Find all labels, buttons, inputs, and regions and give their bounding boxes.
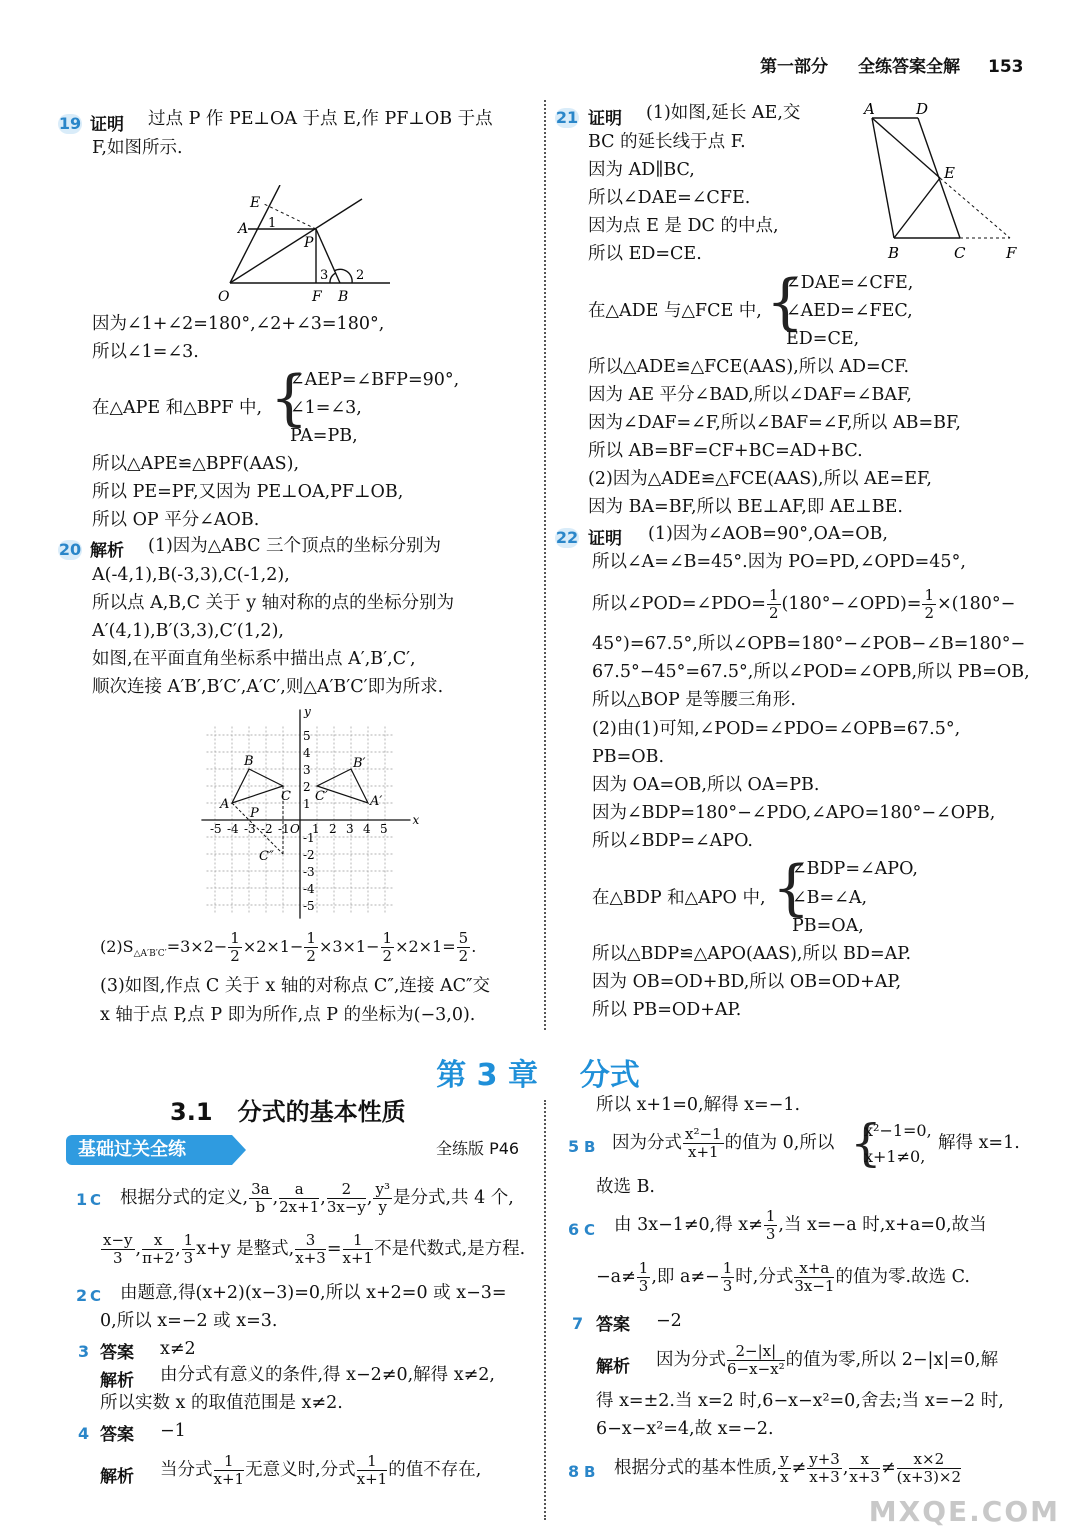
- x-tick-label: -5: [210, 822, 222, 836]
- a7-answer-tag: 答案: [596, 1315, 630, 1335]
- fig21-label-B: B: [888, 244, 900, 262]
- q21-line-10: 所以 AB=BF=CF+BC=AD+BC.: [588, 441, 863, 461]
- q21-line-5: 因为点 E 是 DC 的中点,: [588, 216, 779, 236]
- header-title: 全练答案全解: [858, 57, 960, 77]
- y-axis-label: y: [304, 704, 311, 719]
- answer-number-6: 6: [568, 1220, 580, 1239]
- question-number-22: 22: [555, 528, 579, 547]
- q22-line-2: 所以∠A=∠B=45°.因为 PO=PD,∠OPD=45°,: [592, 552, 966, 572]
- q22-sys-3: PB=OA,: [792, 916, 864, 936]
- a3-answer: x≠2: [160, 1339, 196, 1359]
- q22-sys-1: ∠BDP=∠APO,: [792, 859, 918, 879]
- fig21-label-F: F: [1006, 244, 1017, 262]
- y-tick-label: -5: [303, 899, 315, 913]
- fig19-label-O: O: [218, 289, 230, 305]
- question-number-21: 21: [555, 108, 579, 127]
- x-tick-label: -4: [227, 822, 239, 836]
- question-number-19: 19: [58, 114, 82, 133]
- q20-tag: 解析: [90, 541, 124, 561]
- q21-sys-3: ED=CE,: [786, 329, 860, 349]
- q19-line-7: 所以 OP 平分∠AOB.: [92, 510, 260, 530]
- q19-line-5: 所以△APE≌△BPF(AAS),: [92, 454, 300, 474]
- a4-line-1: 当分式 $\frac{1}{x+1}$ 无意义时,分式 $\frac{1}{x+1}$ 的值不存在,: [160, 1452, 482, 1488]
- q21-system-prefix: 在△ADE 与△FCE 中,: [588, 301, 762, 321]
- watermark: MXQE.COM: [868, 1495, 1060, 1528]
- x-tick-label: 1: [312, 822, 320, 836]
- a6-line-1: 由 3x−1≠0,得 x≠ $\frac{1}{3}$ ,当 x=−a 时,x+a=0,故当: [614, 1207, 987, 1243]
- q21-line-6: 所以 ED=CE.: [588, 244, 702, 264]
- fig19-label-3: 3: [320, 268, 329, 283]
- q19-line-6: 所以 PE=PF,又因为 PE⊥OA,PF⊥OB,: [92, 482, 404, 502]
- q21-sys-1: ∠DAE=∠CFE,: [786, 273, 914, 293]
- q19-figure: [210, 185, 400, 310]
- answer-number-5: 5: [568, 1137, 580, 1156]
- a3-line-2: 所以实数 x 的取值范围是 x≠2.: [100, 1393, 343, 1413]
- a7-line-2: 得 x=±2.当 x=2 时,6−x−x²=0,舍去;当 x=−2 时,: [596, 1391, 1004, 1411]
- q19-line-3: 因为∠1+∠2=180°,∠2+∠3=180°,: [92, 314, 385, 334]
- q20-part3-line-1: (3)如图,作点 C 关于 x 轴的对称点 C″,连接 AC″交: [100, 976, 491, 996]
- q20-line-3: 所以点 A,B,C 关于 y 轴对称的点的坐标分别为: [92, 593, 455, 613]
- y-tick-label: 5: [303, 729, 311, 743]
- q19-sys-2: ∠1=∠3,: [290, 398, 362, 418]
- chapter-number: 第 3 章: [436, 1058, 538, 1093]
- point-label-B: B: [244, 754, 254, 769]
- q22-line-10: 因为∠BDP=180°−∠PDO,∠APO=180°−∠OPB,: [592, 803, 996, 823]
- a5-sys-1: x²−1=0,: [864, 1121, 932, 1140]
- fig19-label-A: A: [238, 221, 249, 237]
- q19-sys-3: PA=PB,: [290, 426, 358, 446]
- q22-line-1: (1)因为∠AOB=90°,OA=OB,: [648, 524, 888, 544]
- q22-brace: {: [772, 853, 811, 923]
- fig19-label-1: 1: [268, 216, 277, 231]
- header-page-number: 153: [988, 57, 1024, 77]
- q19-system-prefix: 在△APE 和△BPF 中,: [92, 398, 263, 418]
- fig19-label-2: 2: [356, 268, 365, 283]
- answer-number-2: 2: [76, 1286, 88, 1305]
- q22-line-3: 所以∠POD=∠PDO= $\frac{1}{2}$ (180°−∠OPD)= $\frac{1}{2}$ ×(180°−: [592, 586, 1016, 622]
- a3-analysis-tag: 解析: [100, 1371, 134, 1391]
- y-tick-label: -1: [303, 831, 315, 845]
- q22-sys-2: ∠B=∠A,: [792, 888, 868, 908]
- answer-number-1: 1: [76, 1190, 88, 1209]
- a5-line-1: 因为分式 $\frac{\text{x²−1}}{x+1}$ 的值为 0,所以: [612, 1125, 835, 1161]
- q22-line-6: 所以△BOP 是等腰三角形.: [592, 690, 796, 710]
- a7-answer: −2: [656, 1311, 682, 1331]
- y-tick-label: 2: [303, 780, 311, 794]
- answer-choice-1: C: [90, 1191, 102, 1209]
- q19-brace: {: [270, 363, 309, 433]
- a3-line-1: 由分式有意义的条件,得 x−2≠0,解得 x≠2,: [160, 1365, 495, 1385]
- q21-figure: [860, 100, 1030, 265]
- answer-choice-2: C: [90, 1287, 102, 1305]
- x-tick-label: -2: [261, 822, 273, 836]
- question-number-20: 20: [58, 540, 82, 559]
- fig19-label-P: P: [304, 235, 314, 251]
- q21-line-11: (2)因为△ADE≌△FCE(AAS),所以 AE=EF,: [588, 469, 932, 489]
- answer-number-8: 8: [568, 1462, 580, 1481]
- q22-line-5: 67.5°−45°=67.5°,所以∠POD=∠OPB,所以 PB=OB,: [592, 662, 1030, 682]
- q20-line-4: A′(4,1),B′(3,3),C′(1,2),: [92, 621, 284, 641]
- x-tick-label: 5: [380, 822, 388, 836]
- a5-sys-2: x+1≠0,: [864, 1147, 926, 1166]
- a6-line-2: −a≠ $\frac{1}{3}$ ,即 a≠− $\frac{1}{3}$ 时,分式 $\frac{x+a}{3x-1}$ 的值为零.故选 C.: [596, 1259, 970, 1295]
- q21-line-9: 因为∠DAF=∠F,所以∠BAF=∠F,所以 AB=BF,: [588, 413, 961, 433]
- point-label-P: P: [250, 806, 259, 821]
- q22-system-prefix: 在△BDP 和△APO 中,: [592, 888, 766, 908]
- header-part: 第一部分: [760, 57, 828, 77]
- q20-part3-line-2: x 轴于点 P,点 P 即为所作,点 P 的坐标为(−3,0).: [100, 1005, 476, 1025]
- q22-line-13: 因为 OB=OD+BD,所以 OB=OD+AP,: [592, 972, 902, 992]
- a5-brace: {: [850, 1114, 882, 1172]
- q22-line-11: 所以∠BDP=∠APO.: [592, 831, 753, 851]
- point-label-A1: A′: [370, 794, 383, 809]
- q20-line-5: 如图,在平面直角坐标系中描出点 A′,B′,C′,: [92, 649, 416, 669]
- fig19-label-B: B: [338, 289, 349, 305]
- fig19-label-E: E: [250, 195, 261, 211]
- q21-tag: 证明: [588, 109, 622, 129]
- a4-analysis-tag: 解析: [100, 1467, 134, 1487]
- q21-line-4: 所以∠DAE=∠CFE.: [588, 188, 751, 208]
- point-label-C1: C′: [315, 789, 328, 804]
- a4-answer: −1: [160, 1421, 186, 1441]
- answer-number-7: 7: [572, 1314, 584, 1333]
- a3-answer-tag: 答案: [100, 1343, 134, 1363]
- column-divider-top: [544, 100, 546, 1030]
- a2-line-2: 0,所以 x=−2 或 x=3.: [100, 1311, 278, 1331]
- x-tick-label: 4: [363, 822, 371, 836]
- x-axis-label: x: [412, 813, 420, 827]
- fig19-label-F: F: [312, 289, 322, 305]
- a7-analysis-tag: 解析: [596, 1357, 630, 1377]
- answer-number-3: 3: [78, 1342, 90, 1361]
- y-tick-label: 1: [303, 797, 311, 811]
- q22-line-14: 所以 PB=OD+AP.: [592, 1000, 742, 1020]
- section-title: [170, 1092, 406, 1127]
- q21-brace: {: [766, 267, 805, 337]
- q22-line-8: PB=OB.: [592, 747, 665, 767]
- a4-answer-tag: 答案: [100, 1425, 134, 1445]
- q19-line-2: F,如图所示.: [92, 138, 183, 158]
- a7-line-3: 6−x−x²=4,故 x=−2.: [596, 1419, 774, 1439]
- y-tick-label: -3: [303, 865, 315, 879]
- fig21-label-D: D: [916, 100, 929, 118]
- q21-sys-2: ∠AED=∠FEC,: [786, 301, 913, 321]
- section-badge: 基础过关全练: [66, 1135, 232, 1165]
- fig21-label-C: C: [954, 244, 966, 262]
- answer-choice-6: C: [584, 1221, 596, 1239]
- q21-line-12: 因为 BA=BF,所以 BE⊥AF,即 AE⊥BE.: [588, 497, 903, 517]
- q22-line-4: 45°)=67.5°,所以∠OPB=180°−∠POB−∠B=180°−: [592, 634, 1026, 654]
- x-tick-label: 2: [329, 822, 337, 836]
- book-page-reference: 全练版 P46: [436, 1139, 520, 1158]
- q20-area-line: $(2)S_{\triangle A'B'C'}=3\times 2-$ $\frac{1}{2}$ ×2×1− $\frac{1}{2}$ ×3×1− $\frac{1}{2}$ ×2×1= $\frac{5}{2}$ .: [100, 929, 477, 965]
- point-label-C2: C″: [259, 849, 274, 864]
- point-label-A: A: [220, 797, 230, 812]
- a2-line-1: 由题意,得(x+2)(x−3)=0,所以 x+2=0 或 x−3=: [120, 1283, 507, 1303]
- q19-sys-1: ∠AEP=∠BFP=90°,: [290, 370, 460, 390]
- y-tick-label: 3: [303, 763, 311, 777]
- column-divider-bottom: [544, 1100, 546, 1520]
- section-name: 分式的基本性质: [237, 1098, 406, 1126]
- y-tick-label: 4: [303, 746, 311, 760]
- chapter-name: 分式: [579, 1058, 640, 1093]
- a7-line-1: 因为分式 $\frac{2-|x|}{\text{6−x−x²}}$ 的值为零,所以 2−|x|=0,解: [656, 1342, 999, 1378]
- x-tick-label: 3: [346, 822, 354, 836]
- q21-line-7: 所以△ADE≌△FCE(AAS),所以 AD=CF.: [588, 357, 910, 377]
- q19-line-1: 过点 P 作 PE⊥OA 于点 E,作 PF⊥OB 于点: [148, 109, 493, 129]
- a4-continued: 所以 x+1=0,解得 x=−1.: [596, 1095, 801, 1115]
- q20-line-6: 顺次连接 A′B′,B′C′,A′C′,则△A′B′C′即为所求.: [92, 677, 444, 697]
- q21-line-2: BC 的延长线于点 F.: [588, 132, 746, 152]
- fig21-label-A: A: [864, 100, 875, 118]
- q22-line-12: 所以△BDP≌△APO(AAS),所以 BD=AP.: [592, 944, 912, 964]
- q21-line-3: 因为 AD∥BC,: [588, 160, 695, 180]
- q20-line-2: A(-4,1),B(-3,3),C(-1,2),: [92, 565, 290, 585]
- q20-line-1: (1)因为△ABC 三个顶点的坐标分别为: [148, 536, 442, 556]
- a5-line-2: 故选 B.: [596, 1177, 655, 1197]
- q21-line-1: (1)如图,延长 AE,交: [646, 103, 801, 123]
- section-number: 3.1: [170, 1098, 213, 1126]
- answer-choice-8: B: [584, 1463, 596, 1481]
- chapter-title: [0, 1050, 1076, 1094]
- a5-line-1-end: 解得 x=1.: [938, 1133, 1020, 1153]
- a8-line-1: 根据分式的基本性质, $\frac{y}{x}$ ≠ $\frac{y+3}{x+3}$ , $\frac{x}{x+3}$ ≠ $\frac{x\times 2}{(x+3)\times 2}$: [614, 1450, 962, 1486]
- q22-line-7: (2)由(1)可知,∠POD=∠PDO=∠OPB=67.5°,: [592, 719, 961, 739]
- point-label-B1: B′: [353, 756, 366, 771]
- a1-line-2: $\frac{x-y}{3}$ , $\frac{x}{\pi+2}$ , $\frac{1}{3}$ x+y 是整式, $\frac{3}{x+3}$ = $\frac{1}{x+1}$ 不是代数式,是方程.: [103, 1231, 526, 1267]
- q19-tag: 证明: [90, 115, 124, 135]
- origin-label: O: [290, 822, 300, 836]
- x-tick-label: -3: [244, 822, 256, 836]
- q19-line-4: 所以∠1=∠3.: [92, 342, 199, 362]
- answer-number-4: 4: [78, 1424, 90, 1443]
- q20-coordinate-graph: [200, 700, 430, 920]
- point-label-C: C: [281, 789, 291, 804]
- y-tick-label: -2: [303, 848, 315, 862]
- x-tick-label: -1: [278, 822, 290, 836]
- y-tick-label: -4: [303, 882, 315, 896]
- q22-line-9: 因为 OA=OB,所以 OA=PB.: [592, 775, 820, 795]
- a1-line-1: 根据分式的定义, $\frac{3a}{b}$ , $\frac{a}{2x+1}$ , $\frac{2}{3x-y}$ , $\frac{\text{y³}}{y}$ 是分式,共 4 个,: [120, 1180, 514, 1216]
- answer-choice-5: B: [584, 1138, 596, 1156]
- q21-line-8: 因为 AE 平分∠BAD,所以∠DAF=∠BAF,: [588, 385, 912, 405]
- q22-tag: 证明: [588, 529, 622, 549]
- fig21-label-E: E: [944, 164, 955, 182]
